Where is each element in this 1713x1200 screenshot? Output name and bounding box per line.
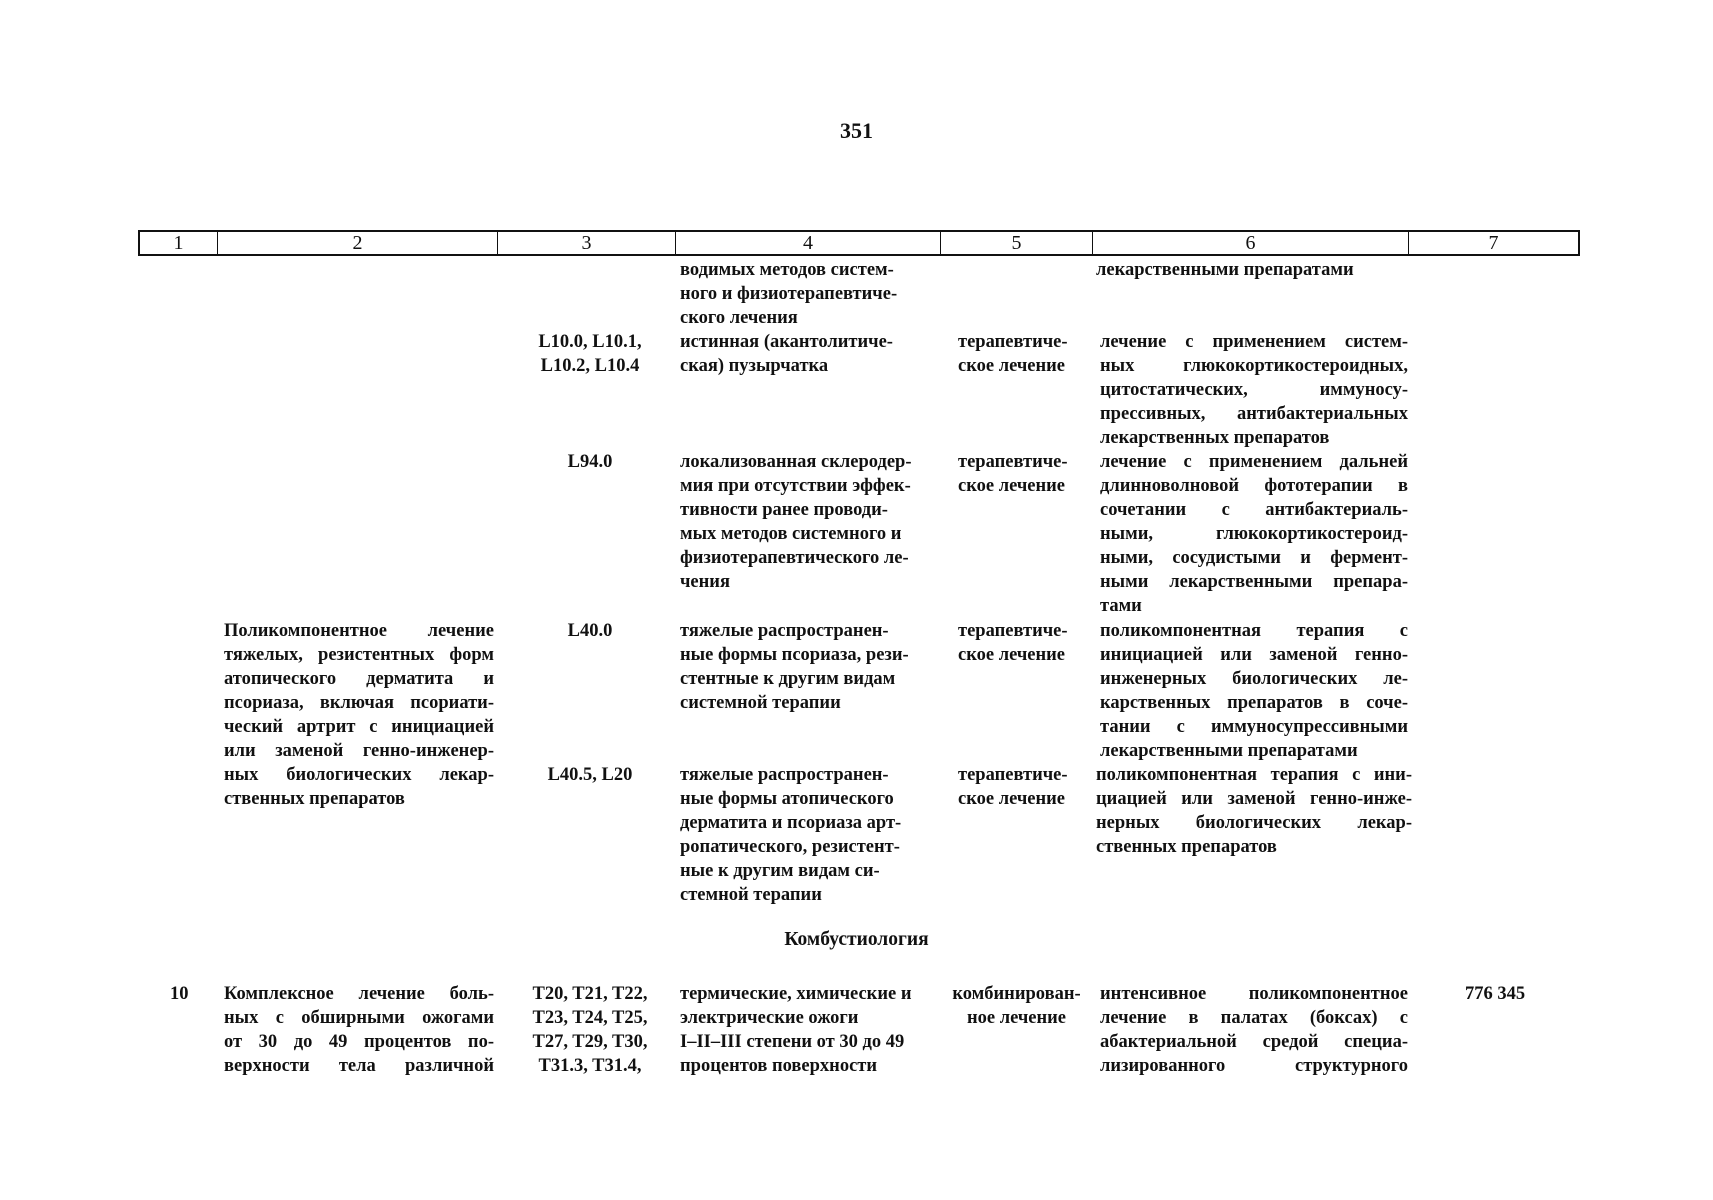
section-heading: Комбустиология bbox=[784, 929, 929, 950]
row-l40-5-codes bbox=[520, 763, 660, 787]
text-line: ское лечение bbox=[958, 356, 1066, 376]
text-line: тяжелых, резистентных форм bbox=[224, 645, 494, 665]
row-l10-method bbox=[1100, 330, 1408, 450]
text-line: ческий артрит с инициацией bbox=[224, 717, 494, 737]
text-line: термические, химические и bbox=[680, 984, 912, 1004]
text-line: дерматита и псориаза арт- bbox=[680, 813, 902, 833]
text-line: от 30 до 49 процентов по- bbox=[224, 1032, 494, 1052]
text-line: или заменой генно-инженер- bbox=[224, 741, 494, 761]
text-line: циацией или заменой генно-инже- bbox=[1096, 789, 1412, 809]
text-line: терапевтиче- bbox=[958, 332, 1068, 352]
table-header bbox=[138, 230, 1580, 256]
text-line: Комплексное лечение боль- bbox=[224, 984, 494, 1004]
text-line: ными, глюкокортикостероид- bbox=[1100, 524, 1408, 544]
row-l94-diagnosis bbox=[680, 450, 930, 594]
text-line: ными, сосудистыми и фермент- bbox=[1100, 548, 1408, 568]
text-line: терапевтиче- bbox=[958, 452, 1068, 472]
text-line: тами bbox=[1100, 596, 1142, 616]
row-10-codes bbox=[515, 982, 665, 1078]
text-line: ственных препаратов bbox=[224, 789, 405, 809]
text-line: ное лечение bbox=[966, 1008, 1067, 1028]
text-line: прессивных, антибактериальных bbox=[1100, 404, 1408, 424]
row-10-method-name bbox=[224, 982, 494, 1078]
text-line: цитостатических, иммуносу- bbox=[1100, 380, 1408, 400]
text-line: поликомпонентная терапия с ини- bbox=[1096, 765, 1412, 785]
text-line: ными лекарственными препара- bbox=[1100, 572, 1408, 592]
text-line: стемной терапии bbox=[680, 885, 822, 905]
text-line: абактериальной средой специа- bbox=[1100, 1032, 1408, 1052]
text-line: истинная (акантолитиче- bbox=[680, 332, 893, 352]
text-line: интенсивное поликомпонентное bbox=[1100, 984, 1408, 1004]
text-line: ные к другим видам си- bbox=[680, 861, 880, 881]
text-line: ское лечение bbox=[958, 789, 1066, 809]
row-10-number: 10 bbox=[170, 984, 189, 1004]
text-line: системной терапии bbox=[680, 693, 841, 713]
header-col-2: 2 bbox=[218, 232, 498, 254]
text-line: T23, T24, T25, bbox=[532, 1008, 648, 1028]
row-l94-treatment-type bbox=[958, 450, 1088, 498]
row-10-treatment-type bbox=[944, 982, 1089, 1030]
text-line: поликомпонентная терапия с bbox=[1100, 621, 1408, 641]
row-l40-5-treatment-type bbox=[958, 763, 1088, 811]
row-l10-treatment-type bbox=[958, 330, 1088, 378]
text-line: мия при отсутствии эффек- bbox=[680, 476, 911, 496]
header-col-3: 3 bbox=[498, 232, 676, 254]
text-line: лечение с применением систем- bbox=[1100, 332, 1408, 352]
header-col-6: 6 bbox=[1093, 232, 1409, 254]
text-line: L10.2, L10.4 bbox=[540, 356, 640, 376]
text-line: ных биологических лекар- bbox=[224, 765, 494, 785]
text-line: ных глюкокортикостероидных, bbox=[1100, 356, 1408, 376]
row-l10-codes bbox=[520, 330, 660, 378]
text-line: атопического дерматита и bbox=[224, 669, 494, 689]
group-method-name bbox=[224, 619, 494, 811]
text-line: T27, T29, T30, bbox=[532, 1032, 648, 1052]
text-line: L40.0 bbox=[567, 621, 613, 641]
row-l40-5-method bbox=[1096, 763, 1412, 859]
row-l94-codes bbox=[520, 450, 660, 474]
text-line: сочетании с антибактериаль- bbox=[1100, 500, 1408, 520]
text-line: I–II–III степени от 30 до 49 bbox=[680, 1032, 905, 1052]
continuation-col6 bbox=[1096, 258, 1408, 282]
text-line: тяжелые распространен- bbox=[680, 765, 889, 785]
header-col-5: 5 bbox=[941, 232, 1093, 254]
header-col-4: 4 bbox=[676, 232, 941, 254]
text-line: ская) пузырчатка bbox=[680, 356, 829, 376]
text-line: лекарственными препаратами bbox=[1100, 741, 1358, 761]
row-l40-treatment-type bbox=[958, 619, 1088, 667]
text-line: ское лечение bbox=[958, 645, 1066, 665]
text-line: ского лечения bbox=[680, 308, 798, 328]
text-line: лекарственными препаратами bbox=[1096, 260, 1354, 280]
text-line: ные формы атопического bbox=[680, 789, 894, 809]
row-l40-codes bbox=[520, 619, 660, 643]
text-line: ское лечение bbox=[958, 476, 1066, 496]
text-line: карственных препаратов в соче- bbox=[1100, 693, 1408, 713]
text-line: терапевтиче- bbox=[958, 621, 1068, 641]
text-line: L94.0 bbox=[567, 452, 613, 472]
row-l40-diagnosis bbox=[680, 619, 930, 715]
text-line: ропатического, резистент- bbox=[680, 837, 900, 857]
text-line: лечение в палатах (боксах) с bbox=[1100, 1008, 1408, 1028]
continuation-col4 bbox=[680, 258, 925, 330]
row-l40-5-diagnosis bbox=[680, 763, 930, 907]
text-line: ного и физиотерапевтиче- bbox=[680, 284, 898, 304]
text-line: мых методов системного и bbox=[680, 524, 902, 544]
row-l94-method bbox=[1100, 450, 1408, 618]
text-line: ных с обширными ожогами bbox=[224, 1008, 494, 1028]
text-line: комбинирован- bbox=[952, 984, 1081, 1004]
row-10-method bbox=[1100, 982, 1408, 1078]
text-line: верхности тела различной bbox=[224, 1056, 494, 1076]
text-line: лекарственных препаратов bbox=[1100, 428, 1330, 448]
text-line: тивности ранее проводи- bbox=[680, 500, 888, 520]
text-line: лечение с применением дальней bbox=[1100, 452, 1408, 472]
text-line: чения bbox=[680, 572, 730, 592]
text-line: физиотерапевтического ле- bbox=[680, 548, 909, 568]
text-line: терапевтиче- bbox=[958, 765, 1068, 785]
text-line: L40.5, L20 bbox=[547, 765, 633, 785]
text-line: стентные к другим видам bbox=[680, 669, 896, 689]
text-line: T31.3, T31.4, bbox=[538, 1056, 642, 1076]
text-line: нерных биологических лекар- bbox=[1096, 813, 1412, 833]
row-10-cost: 776 345 bbox=[1464, 984, 1526, 1004]
row-l10-diagnosis bbox=[680, 330, 925, 378]
text-line: псориаза, включая псориати- bbox=[224, 693, 494, 713]
text-line: водимых методов систем- bbox=[680, 260, 894, 280]
text-line: длинноволновой фототерапии в bbox=[1100, 476, 1408, 496]
text-line: тяжелые распространен- bbox=[680, 621, 889, 641]
text-line: процентов поверхности bbox=[680, 1056, 878, 1076]
header-col-1: 1 bbox=[140, 232, 218, 254]
text-line: инициацией или заменой генно- bbox=[1100, 645, 1408, 665]
row-10-diagnosis bbox=[680, 982, 940, 1078]
text-line: T20, T21, T22, bbox=[532, 984, 648, 1004]
text-line: ные формы псориаза, рези- bbox=[680, 645, 909, 665]
text-line: L10.0, L10.1, bbox=[538, 332, 642, 352]
text-line: инженерных биологических ле- bbox=[1100, 669, 1408, 689]
text-line: лизированного структурного bbox=[1100, 1056, 1408, 1076]
row-l40-method bbox=[1100, 619, 1408, 763]
text-line: тании с иммуносупрессивными bbox=[1100, 717, 1408, 737]
text-line: Поликомпонентное лечение bbox=[224, 621, 494, 641]
page-number: 351 bbox=[840, 118, 873, 143]
text-line: электрические ожоги bbox=[680, 1008, 859, 1028]
header-col-7: 7 bbox=[1488, 232, 1499, 254]
text-line: ственных препаратов bbox=[1096, 837, 1277, 857]
text-line: локализованная склеродер- bbox=[680, 452, 912, 472]
